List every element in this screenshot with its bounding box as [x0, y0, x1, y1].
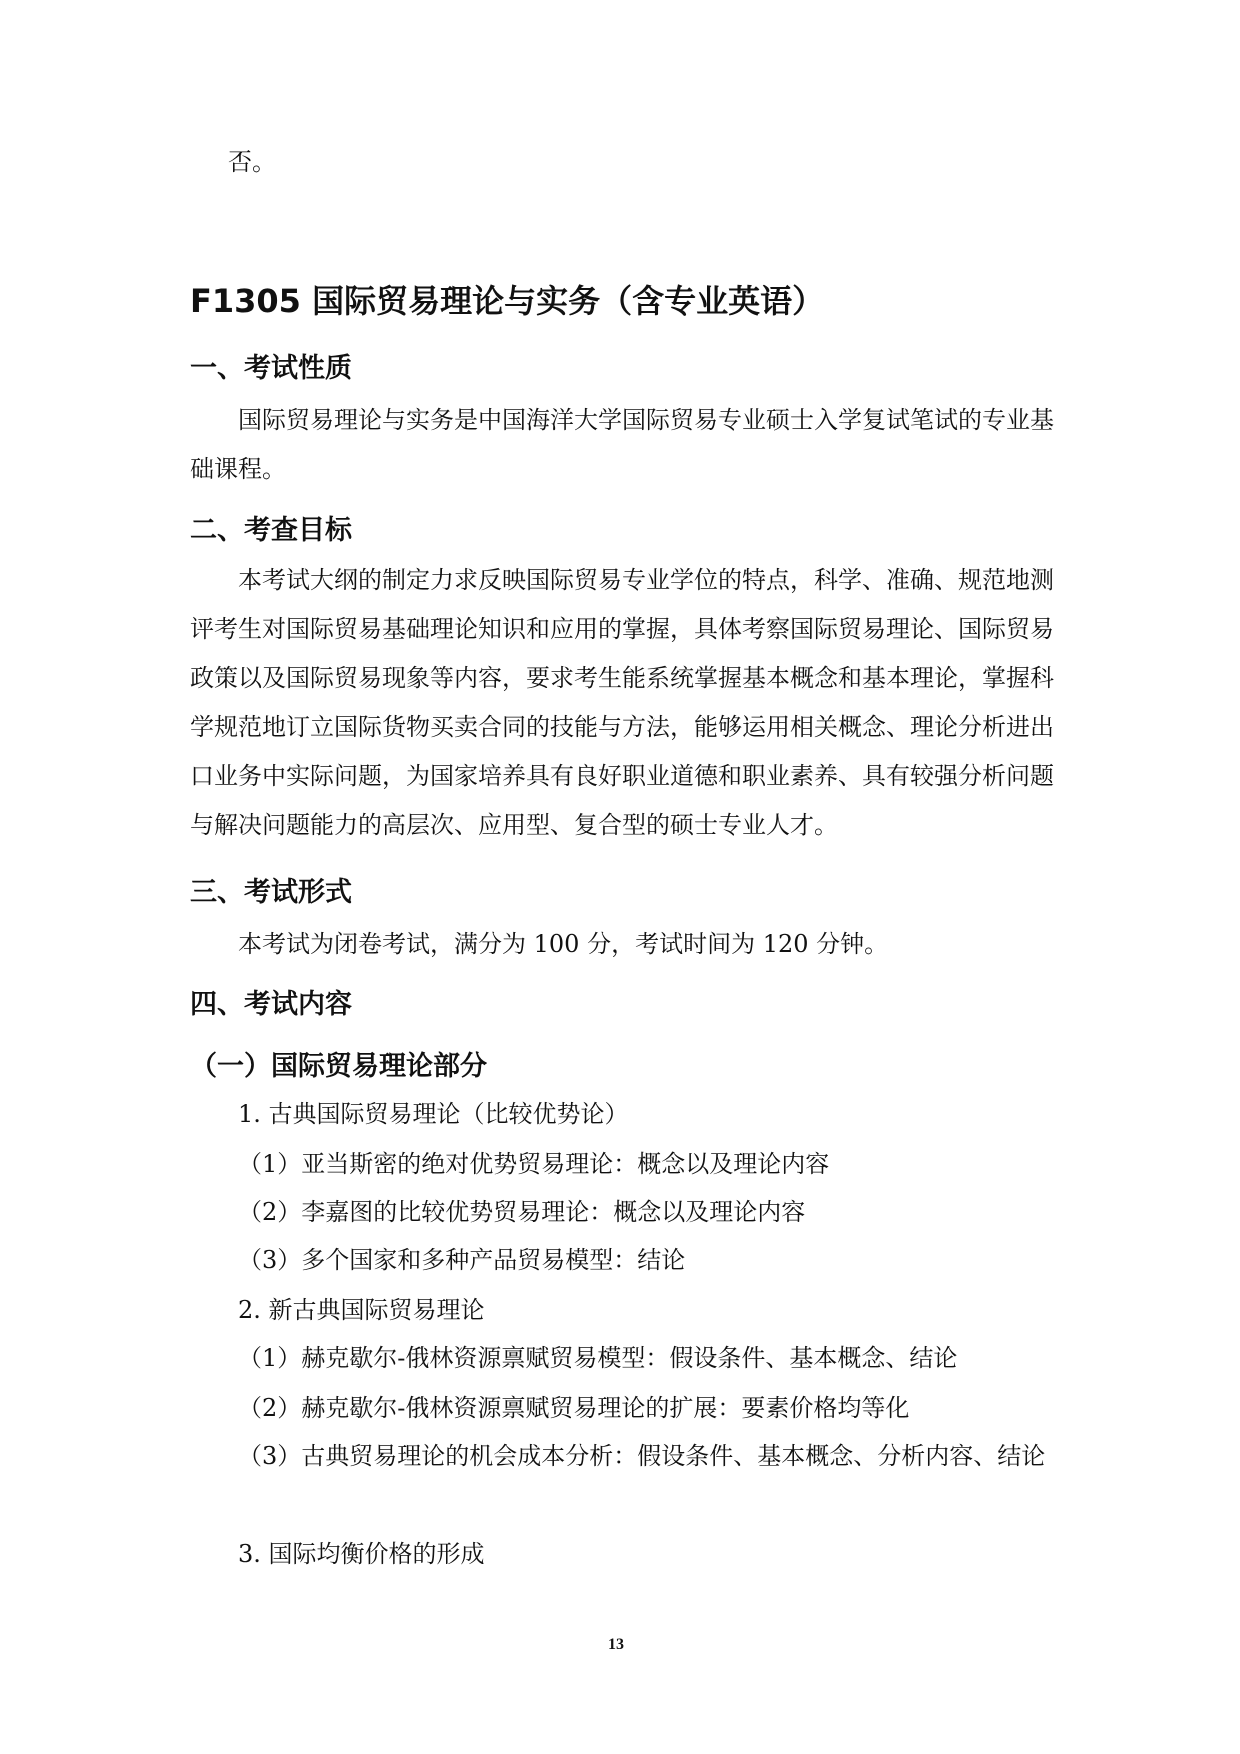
- course-title: F1305 国际贸易理论与实务（含专业英语）: [190, 282, 825, 320]
- section-text-format: 本考试为闭卷考试，满分为 100 分，考试时间为 120 分钟。: [238, 930, 889, 958]
- content-item: 2. 新古典国际贸易理论: [238, 1296, 485, 1324]
- previous-page-tail: 否。: [228, 148, 276, 176]
- section-heading-goal: 二、考查目标: [190, 515, 352, 546]
- subsection-heading-theory: （一）国际贸易理论部分: [190, 1051, 487, 1082]
- section-text-goal: 本考试大纲的制定力求反映国际贸易专业学位的特点，科学、准确、规范地测评考生对国际贸易基础理论知识和应用的掌握，具体考察国际贸易理论、国际贸易政策以及国际贸易现象等内容，要求考生能系统掌握基本概念和基本理论，掌握科学规范地订立国际货物买卖合同的技能与方法，能够运用相关概念、理论分析进出口业务中实际问题，为国家培养具有良好职业道德和职业素养、具有较强分析问题与解决问题能力的高层次、应用型、复合型的硕士专业人才。: [190, 566, 1054, 839]
- page-number: 13: [608, 1636, 624, 1653]
- content-item: （3）古典贸易理论的机会成本分析：假设条件、基本概念、分析内容、结论: [238, 1442, 1046, 1470]
- content-item: （3）多个国家和多种产品贸易模型：结论: [238, 1246, 686, 1274]
- content-item: （1）亚当斯密的绝对优势贸易理论：概念以及理论内容: [238, 1150, 830, 1178]
- section-text-nature: 国际贸易理论与实务是中国海洋大学国际贸易专业硕士入学复试笔试的专业基础课程。: [190, 406, 1054, 483]
- content-item: （1）赫克歇尔-俄林资源禀赋贸易模型：假设条件、基本概念、结论: [238, 1344, 958, 1372]
- content-item: （2）李嘉图的比较优势贸易理论：概念以及理论内容: [238, 1198, 806, 1226]
- content-item: 3. 国际均衡价格的形成: [238, 1540, 485, 1568]
- section-heading-nature: 一、考试性质: [190, 353, 352, 384]
- content-item: （2）赫克歇尔-俄林资源禀赋贸易理论的扩展：要素价格均等化: [238, 1394, 910, 1422]
- content-item: 1. 古典国际贸易理论（比较优势论）: [238, 1100, 629, 1128]
- section-heading-content: 四、考试内容: [190, 989, 352, 1020]
- section-heading-format: 三、考试形式: [190, 877, 352, 908]
